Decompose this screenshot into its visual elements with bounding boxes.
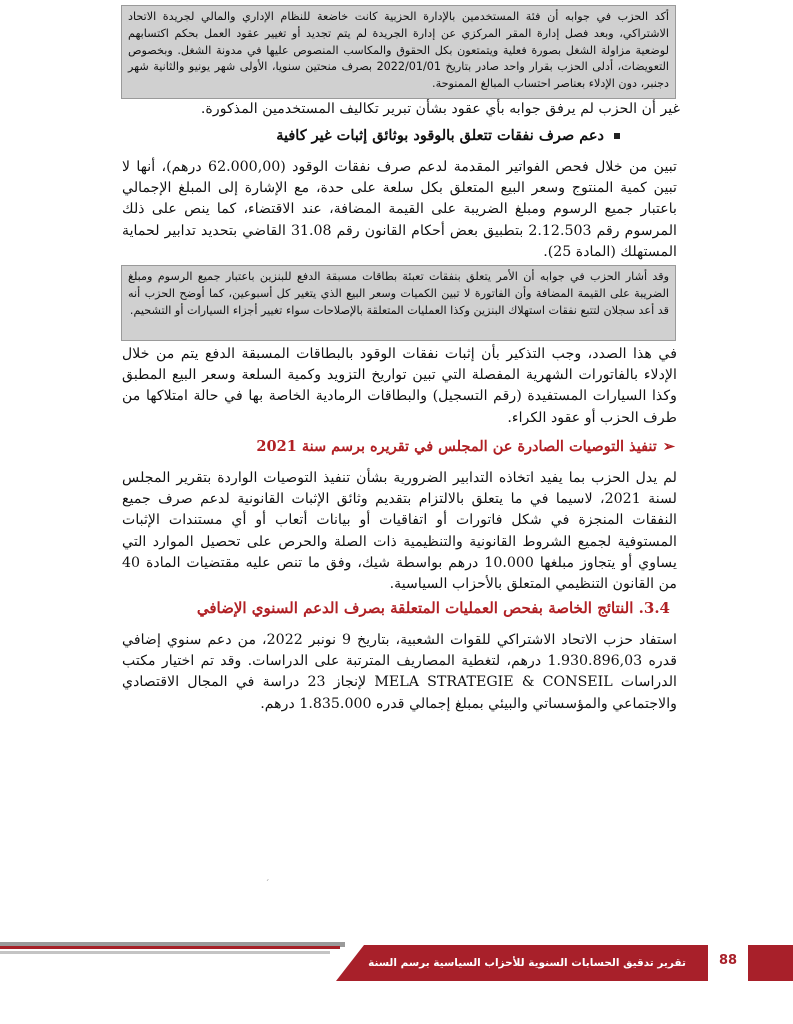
square-bullet-icon (614, 133, 620, 139)
paragraph-recommendations-text: لم يدل الحزب بما يفيد اتخاذه التدابير الضرورية بشأن تنفيذ التوصيات الواردة بتقرير المجلس لسنة 2021، لاسيما في ما يتعلق بالالتزام بتقديم وثائق الإثبات القانونية لدعم صرف جميع النفقات المنجزة في شكل فاتورات أو اتفاقيات أو بيانات أتعاب أو أي مستندات الإثبات المستوفية لجميع الشروط القانونية والتنظيمية ذات الصلة والحرص على تحصيل الموارد التي يساوي أو يتجاوز مبلغها 10.000 درهم بواسطة شيك، وفق ما تنص عليه مقتضيات المادة 40 من القانون التنظيمي المتعلق بالأحزاب السياسية. (122, 470, 677, 593)
heading-fuel-expenses-text: دعم صرف نفقات تتعلق بالوقود بوثائق إثبات غير كافية (276, 127, 604, 144)
reply-box-staff-text: أكد الحزب في جوابه أن فئة المستخدمين بالإدارة الحزبية كانت خاضعة للنظام الإداري والمالي لجريدة الاتحاد الاشتراكي، وبعد فصل إدارة المقر المركزي عن إدارة الجريدة لم يتم تجديد أو تغيير عقود العمل بحكم اكتسابهم لوضعية مزاولة الشغل بصورة فعلية ويتمتعون بكل الحقوق والمكاسب المنصوص عليها في مدونة الشغل. وبخصوص التعويضات، أدلى الحزب بقرار واحد صادر بتاريخ 2022/01/01 بصرف منحتين سنويا، الأولى شهر يونيو والثانية شهر دجنبر، دون الإدلاء بعناصر احتساب المبالغ الممنوحة. (128, 10, 669, 91)
paragraph-reminder (122, 344, 677, 429)
reply-box-fuel (121, 265, 676, 341)
paragraph-no-contracts-text: غير أن الحزب لم يرفق جوابه بأي عقود بشأن تبرير تكاليف المستخدمين المذكورة. (200, 101, 680, 117)
page-footer (0, 940, 793, 1005)
section-title: النتائج الخاصة بفحص العمليات المتعلقة بصرف الدعم السنوي الإضافي (196, 599, 634, 617)
reply-box-fuel-text: وقد أشار الحزب في جوابه أن الأمر يتعلق بنفقات تعبئة بطاقات مسبقة الدفع للبنزين باعتبار جميع الرسوم ومبلغ الضريبة على القيمة المضافة وأن الفاتورة لا تبين الكميات وسعر البيع الذي يتغير كل أسبوعين، كما أوضح الحزب أنه قد أعد سجلان لتتبع نفقات استهلاك البنزين وكذا العمليات المتعلقة بالإصلاحات سواء تغيير أجزاء السيارات أو التشحيم. (128, 270, 669, 317)
footer-right-bar (748, 945, 793, 981)
footer-stripe-red (0, 946, 340, 949)
paragraph-recommendations (122, 468, 677, 595)
heading-recommendations-text: تنفيذ التوصيات الصادرة عن المجلس في تقريره برسم سنة 2021 (256, 438, 657, 455)
paragraph-additional-support (122, 630, 677, 715)
paragraph-fuel-invoices-text: تبين من خلال فحص الفواتير المقدمة لدعم صرف نفقات الوقود (62.000,00 درهم)، أنها لا تبين كمية المنتوج وسعر البيع المتعلق بكل سلعة على حدة، مع الإشارة إلى المبلغ الإجمالي باعتبار جميع الرسوم ومبلغ الضريبة على القيمة المضافة، عند الاقتضاء، كما ينص على ذلك المرسوم رقم 2.12.503 بتطبيق بعض أحكام القانون رقم 31.08 القاضي بتحديد تدابير لحماية المستهلك (المادة 25). (122, 159, 677, 260)
footer-stripe-light (0, 951, 330, 954)
reply-box-staff (121, 5, 676, 99)
arrow-bullet-icon: ➢ (662, 438, 675, 455)
paragraph-fuel-invoices (122, 157, 677, 263)
paragraph-no-contracts (150, 99, 680, 120)
footer-title: تقرير تدقيق الحسابات السنوية للأحزاب السياسية برسم السنة المالية 2022 (368, 957, 686, 1005)
scan-mark: ˊ (265, 880, 270, 890)
section-number: 3.4. (638, 599, 670, 617)
heading-recommendations (200, 438, 675, 455)
page-number: 88 (718, 953, 738, 968)
paragraph-additional-support-text: استفاد حزب الاتحاد الاشتراكي للقوات الشعبية، بتاريخ 9 نونبر 2022، من دعم سنوي إضافي قدره 1.930.896,03 درهم، لتغطية المصاريف المترتبة على الدراسات. وقد تم اختيار مكتب الدراسات MELA STRATEGIE & CONSEIL لإنجاز 23 دراسة في المجال الاقتصادي والاجتماعي والمؤسساتي والبيئي بمبلغ إجمالي قدره 1.835.000 درهم. (122, 632, 677, 712)
heading-section-3-4 (150, 599, 670, 617)
heading-fuel-expenses (240, 127, 620, 144)
paragraph-reminder-text: في هذا الصدد، وجب التذكير بأن إثبات نفقات الوقود بالبطاقات المسبقة الدفع يتم من خلال الإدلاء بالفاتورات الشهرية المفصلة التي تبين تواريخ التزويد وكمية السلعة وسعر البيع المطبق وكذا السيارات المستفيدة (رقم التسجيل) والبطاقات الرمادية الخاصة بها في حالة امتلاكها من طرف الحزب أو عقود الكراء. (122, 346, 677, 426)
